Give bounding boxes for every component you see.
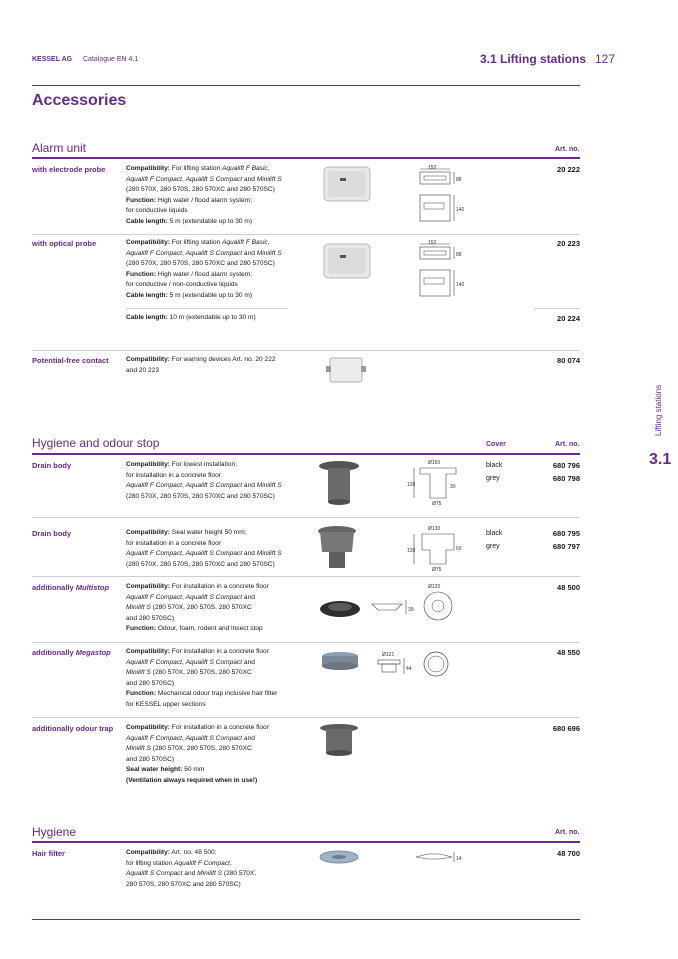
row-description: [126, 460, 316, 502]
contact-box-image: [324, 354, 368, 386]
art-number: 20 222: [557, 165, 580, 174]
description-line: Compatibility: For installation in a concrete floor: [126, 724, 269, 731]
hair-filter-image: [318, 848, 360, 866]
cover-option: grey: [486, 543, 500, 550]
description-line: for installation in a concrete floor: [126, 539, 221, 547]
row-description: [126, 238, 316, 302]
description-line: and 280 570SC): [126, 614, 175, 622]
side-tab-label: Lifting stations: [654, 384, 663, 436]
description-line: Compatibility: For warning devices Art. no. 20 222: [126, 356, 276, 363]
description-line: and 280 570SC): [126, 755, 175, 763]
dim-width: 152: [428, 240, 437, 246]
row-label: Drain body: [32, 529, 72, 538]
description-line: Function: High water / flood alarm system;: [126, 196, 253, 204]
row-description: [126, 313, 346, 324]
dim-height-2: 140: [456, 207, 464, 213]
catalogue-label: Catalogue EN 4.1: [83, 56, 139, 63]
description-line: Minilift S (280 570X, 280 570S, 280 570XC: [126, 669, 252, 677]
description-line: Cable length: 10 m (extendable up to 30 m): [126, 314, 256, 321]
description-line: Compatibility: For lowest installation;: [126, 461, 238, 468]
row-label: with electrode probe: [32, 165, 106, 174]
description-line: Cable length: 5 m (extendable up to 30 m): [126, 217, 253, 225]
page-number: 127: [595, 52, 616, 66]
art-number-list: [520, 527, 580, 553]
section-title: 3.1 Lifting stations: [480, 52, 587, 66]
art-number: 20 224: [557, 314, 580, 323]
row-label: Drain body: [32, 461, 72, 470]
cover-option: black: [486, 462, 503, 469]
art-number: 80 074: [557, 356, 580, 365]
description-line: (280 570X, 280 570S, 280 570XC and 280 570SC): [126, 560, 275, 568]
odour-art-header: Art. no.: [555, 441, 580, 448]
art-number: 680 797: [552, 542, 580, 551]
row-divider: [32, 717, 580, 718]
cover-list: [486, 527, 502, 553]
dim-height-2: 60: [456, 546, 462, 552]
description-line: Function: Mechanical odour trap inclusive hair filter: [126, 690, 278, 698]
art-number: 48 700: [557, 849, 580, 858]
label-product: Multistop: [75, 583, 110, 592]
art-number: 48 500: [557, 583, 580, 592]
cover-list: [486, 459, 502, 485]
description-line: and 280 570SC): [126, 679, 175, 687]
megastop-dimension-drawing: [374, 648, 466, 682]
description-line: Aqualift F Compact, Aqualift S Compact and: [126, 593, 255, 601]
description-line: Minilift S (280 570X, 280 570S, 280 570XC: [126, 604, 252, 612]
description-line: (280 570X, 280 570S, 280 570XC and 280 570SC): [126, 186, 275, 194]
odour-trap-image: [316, 722, 362, 758]
page-title: Accessories: [32, 92, 127, 109]
drain-dimension-drawing: [404, 458, 468, 508]
description-line: Minilift S (280 570X, 280 570S, 280 570XC: [126, 745, 252, 753]
hygiene-title: Hygiene: [32, 825, 77, 839]
description-line: Aqualift F Compact, Aqualift S Compact and Minilift S: [126, 550, 282, 558]
label-product: Megastop: [75, 648, 111, 657]
row-label: with optical probe: [32, 239, 97, 248]
description-line: for KESSEL upper sections: [126, 700, 206, 708]
row-description: [126, 848, 316, 890]
dim-top: Ø130: [428, 526, 441, 532]
art-number: 680 798: [552, 474, 580, 483]
alarm-section-rule: [32, 157, 580, 159]
label-prefix: additionally odour trap: [32, 724, 114, 733]
row-label: [32, 724, 113, 733]
description-line: Compatibility: For installation in a concrete floor: [126, 583, 269, 590]
company-name: KESSEL AG: [32, 56, 73, 63]
description-line: (280 570X, 280 570S, 280 570XC and 280 570SC): [126, 492, 275, 500]
dim-height-2: 140: [456, 282, 464, 288]
drain-body-image: [314, 524, 360, 572]
label-prefix: additionally: [32, 583, 76, 592]
row-description: [126, 528, 316, 570]
dim-top: Ø150: [428, 460, 441, 466]
row-divider: [32, 517, 580, 518]
description-line: Compatibility: Art. no. 48 500;: [126, 849, 217, 856]
art-number: 48 550: [557, 648, 580, 657]
description-line: Compatibility: Seal water height 50 mm;: [126, 529, 247, 536]
row-divider: [32, 234, 580, 235]
cover-option: black: [486, 530, 503, 537]
row-description: [126, 582, 316, 635]
art-number: 20 223: [557, 239, 580, 248]
row-divider: [32, 576, 580, 577]
description-line: Aqualift F Compact, Aqualift S Compact and Minilift S: [126, 175, 282, 183]
header-rule: [32, 85, 580, 86]
art-number: 680 796: [552, 461, 580, 470]
art-number-list: [520, 459, 580, 485]
description-line: Seal water height: 50 mm: [126, 766, 205, 774]
description-line: Aqualift F Compact, Aqualift S Compact and Minilift S: [126, 249, 282, 257]
description-line: 280 570S, 280 570XC and 280 570SC): [126, 880, 241, 888]
row-label: Potential-free contact: [32, 356, 109, 365]
description-line: Function: High water / flood alarm system;: [126, 270, 253, 278]
alarm-unit-image: [322, 240, 374, 282]
alarm-art-header: Art. no.: [555, 146, 580, 153]
description-line: Aqualift F Compact, Aqualift S Compact and: [126, 734, 255, 742]
row-divider: [32, 350, 580, 351]
dim-top: Ø121: [382, 652, 395, 658]
description-line: Compatibility: For lifting station Aqualift F Basic,: [126, 165, 270, 172]
description-line: for lifting station Aqualift F Compact,: [126, 859, 232, 867]
odour-section-rule: [32, 453, 580, 455]
dim-height-1: 14: [456, 856, 462, 862]
description-line: for installation in a concrete floor: [126, 471, 221, 479]
row-description: [126, 355, 316, 376]
description-line: (280 570X, 280 570S, 280 570XC and 280 570SC): [126, 260, 275, 268]
dim-height-1: 120: [407, 482, 416, 488]
hair-filter-dimension-drawing: [414, 848, 466, 866]
description-line: for conductive / non-conductive liquids: [126, 281, 238, 289]
description-line: for conductive liquids: [126, 207, 188, 215]
multistop-image: [316, 596, 364, 622]
art-number: 680 696: [552, 724, 580, 733]
alarm-unit-image: [322, 163, 374, 205]
description-line: Aqualift F Compact, Aqualift S Compact and: [126, 658, 255, 666]
dim-height-1: 88: [456, 252, 462, 258]
row-label: [32, 583, 109, 592]
cover-header: Cover: [486, 441, 506, 448]
dim-height-1: 44: [406, 666, 412, 672]
footer-rule: [32, 919, 580, 920]
alarm-dimension-drawing: [416, 165, 464, 227]
dim-top: Ø120: [428, 584, 441, 590]
cover-option: grey: [486, 475, 500, 482]
dim-height-2: 30: [450, 484, 456, 490]
row-description: [126, 647, 316, 711]
row-label: [32, 648, 111, 657]
row-label: Hair filter: [32, 849, 65, 858]
description-line: Compatibility: For lifting station Aqualift F Basic,: [126, 239, 270, 246]
description-line: Aqualift F Compact, Aqualift S Compact and Minilift S: [126, 482, 282, 490]
dim-bottom: Ø75: [432, 501, 442, 507]
row-description: [126, 723, 316, 787]
drain-body-image: [316, 458, 362, 506]
alarm-unit-title: Alarm unit: [32, 141, 87, 155]
alarm-dimension-drawing: [416, 240, 464, 302]
description-line: Aqualift S Compact and Minilift S (280 570X,: [126, 870, 257, 878]
side-tab-number: 3.1: [649, 451, 672, 468]
art-number: 680 795: [552, 529, 580, 538]
hygiene-section-rule: [32, 841, 580, 843]
description-line: and 20 223: [126, 366, 160, 374]
row-divider: [534, 308, 580, 309]
label-prefix: additionally: [32, 648, 76, 657]
dim-height-1: 88: [456, 177, 462, 183]
hygiene-art-header: Art. no.: [555, 829, 580, 836]
drain-dimension-drawing: [404, 524, 468, 574]
dim-height-1: 120: [407, 548, 416, 554]
dim-width: 152: [428, 165, 437, 171]
description-line: Function: Odour, foam, rodent and insect stop: [126, 625, 263, 633]
row-description: [126, 164, 316, 228]
row-divider: [32, 642, 580, 643]
description-line: Cable length: 5 m (extendable up to 30 m): [126, 291, 253, 299]
dim-height-1: 39: [408, 607, 414, 613]
description-line: Compatibility: For installation in a concrete floor: [126, 648, 269, 655]
description-line: (Ventilation always required when in use!): [126, 776, 258, 784]
multistop-dimension-drawing: [370, 582, 462, 622]
hygiene-odour-title: Hygiene and odour stop: [32, 436, 160, 450]
row-divider: [126, 308, 288, 309]
side-tab: [630, 372, 678, 436]
megastop-image: [318, 650, 362, 674]
dim-bottom: Ø75: [432, 567, 442, 573]
